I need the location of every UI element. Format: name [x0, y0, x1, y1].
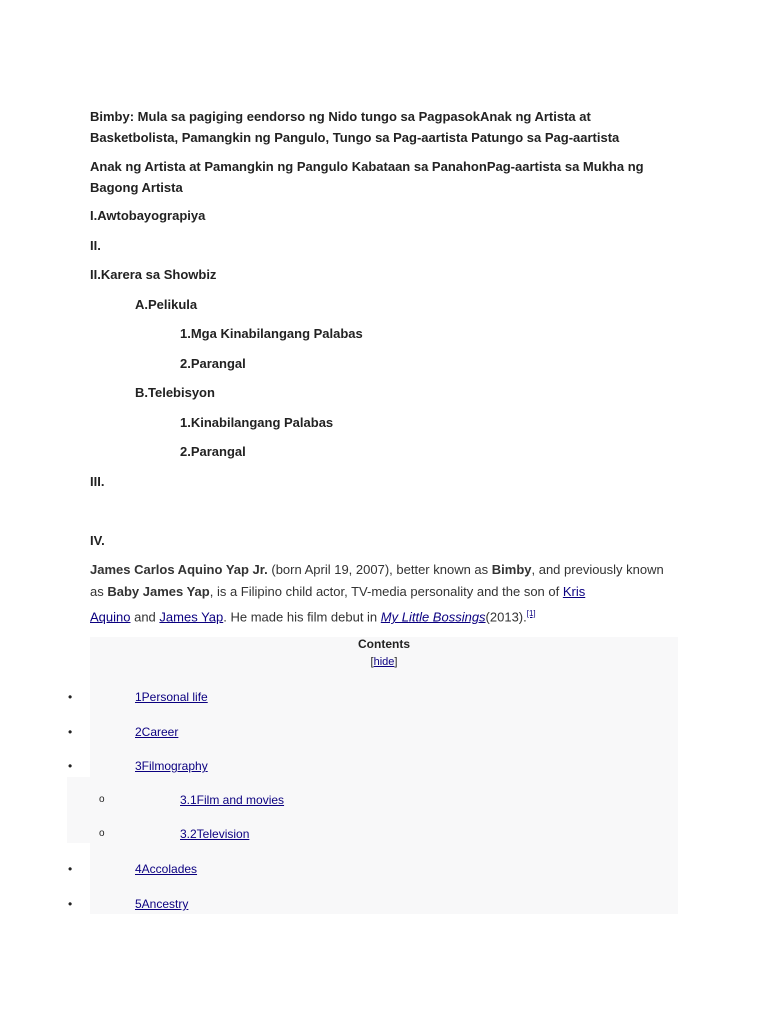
nickname: Bimby — [491, 562, 532, 577]
toc-hide-toggle — [90, 656, 678, 668]
link-kris-aquino-part1[interactable]: Kris — [562, 584, 586, 599]
outline-a1: 1.Mga Kinabilangang Palabas — [180, 326, 363, 341]
title-line-1: Bimby: Mula sa pagiging eendorso ng Nido tungo sa PagpasokAnak ng Artista at — [90, 109, 591, 124]
toc-box-middle — [67, 777, 678, 843]
outline-a2: 2.Parangal — [180, 356, 246, 371]
intro-text-7: (2013). — [485, 609, 527, 625]
intro-paragraph — [90, 559, 680, 628]
toc-sub-bullet: o — [99, 828, 105, 839]
intro-text-1: (born April 19, 2007), better known as — [267, 562, 492, 577]
link-my-little-bossings[interactable]: My Little Bossings — [380, 609, 486, 625]
outline-ii-empty: II. — [90, 238, 101, 253]
outline-ii-karera: II.Karera sa Showbiz — [90, 267, 217, 282]
outline-b: B.Telebisyon — [135, 385, 215, 400]
toc-bullet: • — [68, 897, 73, 911]
toc-bullet: • — [68, 862, 73, 876]
toc-item-personal-life[interactable]: 1Personal life — [135, 690, 208, 704]
toc-item-television[interactable]: 3.2Television — [180, 827, 250, 841]
intro-text-2: , and previously known — [531, 562, 664, 577]
toc-bullet: • — [68, 759, 73, 773]
outline-iii: III. — [90, 474, 105, 489]
toc-item-accolades[interactable]: 4Accolades — [135, 862, 198, 876]
former-name: Baby James Yap — [107, 584, 210, 599]
toc-bullet: • — [68, 690, 73, 704]
toc-title: Contents — [358, 637, 410, 651]
full-name: James Carlos Aquino Yap Jr. — [90, 562, 268, 577]
subtitle-line-1: Anak ng Artista at Pamangkin ng Pangulo Kabataan sa PanahonPag-aartista sa Mukha ng — [90, 159, 644, 174]
intro-text-3: as — [90, 584, 108, 599]
toc-sub-bullet: o — [99, 794, 105, 805]
reference-1[interactable]: [1] — [526, 609, 536, 618]
toc-item-film-and-movies[interactable]: 3.1Film and movies — [180, 793, 285, 807]
title-line-2: Basketbolista, Pamangkin ng Pangulo, Tungo sa Pag-aartista Patungo sa Pag-aartista — [90, 130, 620, 145]
outline-b1: 1.Kinabilangang Palabas — [180, 415, 334, 430]
link-kris-aquino-part2[interactable]: Aquino — [90, 609, 131, 625]
link-james-yap[interactable]: James Yap — [159, 609, 224, 625]
toc-bullet: • — [68, 725, 73, 739]
toc-hide-bracket-open: [ — [370, 656, 374, 668]
intro-text-5: and — [130, 609, 160, 625]
toc-hide-link[interactable]: hide — [373, 656, 395, 668]
intro-text-4: , is a Filipino child actor, TV-media personality and the son of — [209, 584, 563, 599]
outline-b2: 2.Parangal — [180, 444, 246, 459]
outline-iv: IV. — [90, 533, 105, 548]
outline-i: I.Awtobayograpiya — [90, 208, 206, 223]
outline-a: A.Pelikula — [135, 297, 198, 312]
toc-item-filmography[interactable]: 3Filmography — [135, 759, 208, 773]
toc-hide-bracket-close: ] — [394, 656, 398, 668]
intro-text-6: . He made his film debut in — [223, 609, 381, 625]
subtitle-line-2: Bagong Artista — [90, 180, 183, 195]
toc-item-career[interactable]: 2Career — [135, 725, 179, 739]
toc-item-ancestry[interactable]: 5Ancestry — [135, 897, 189, 911]
